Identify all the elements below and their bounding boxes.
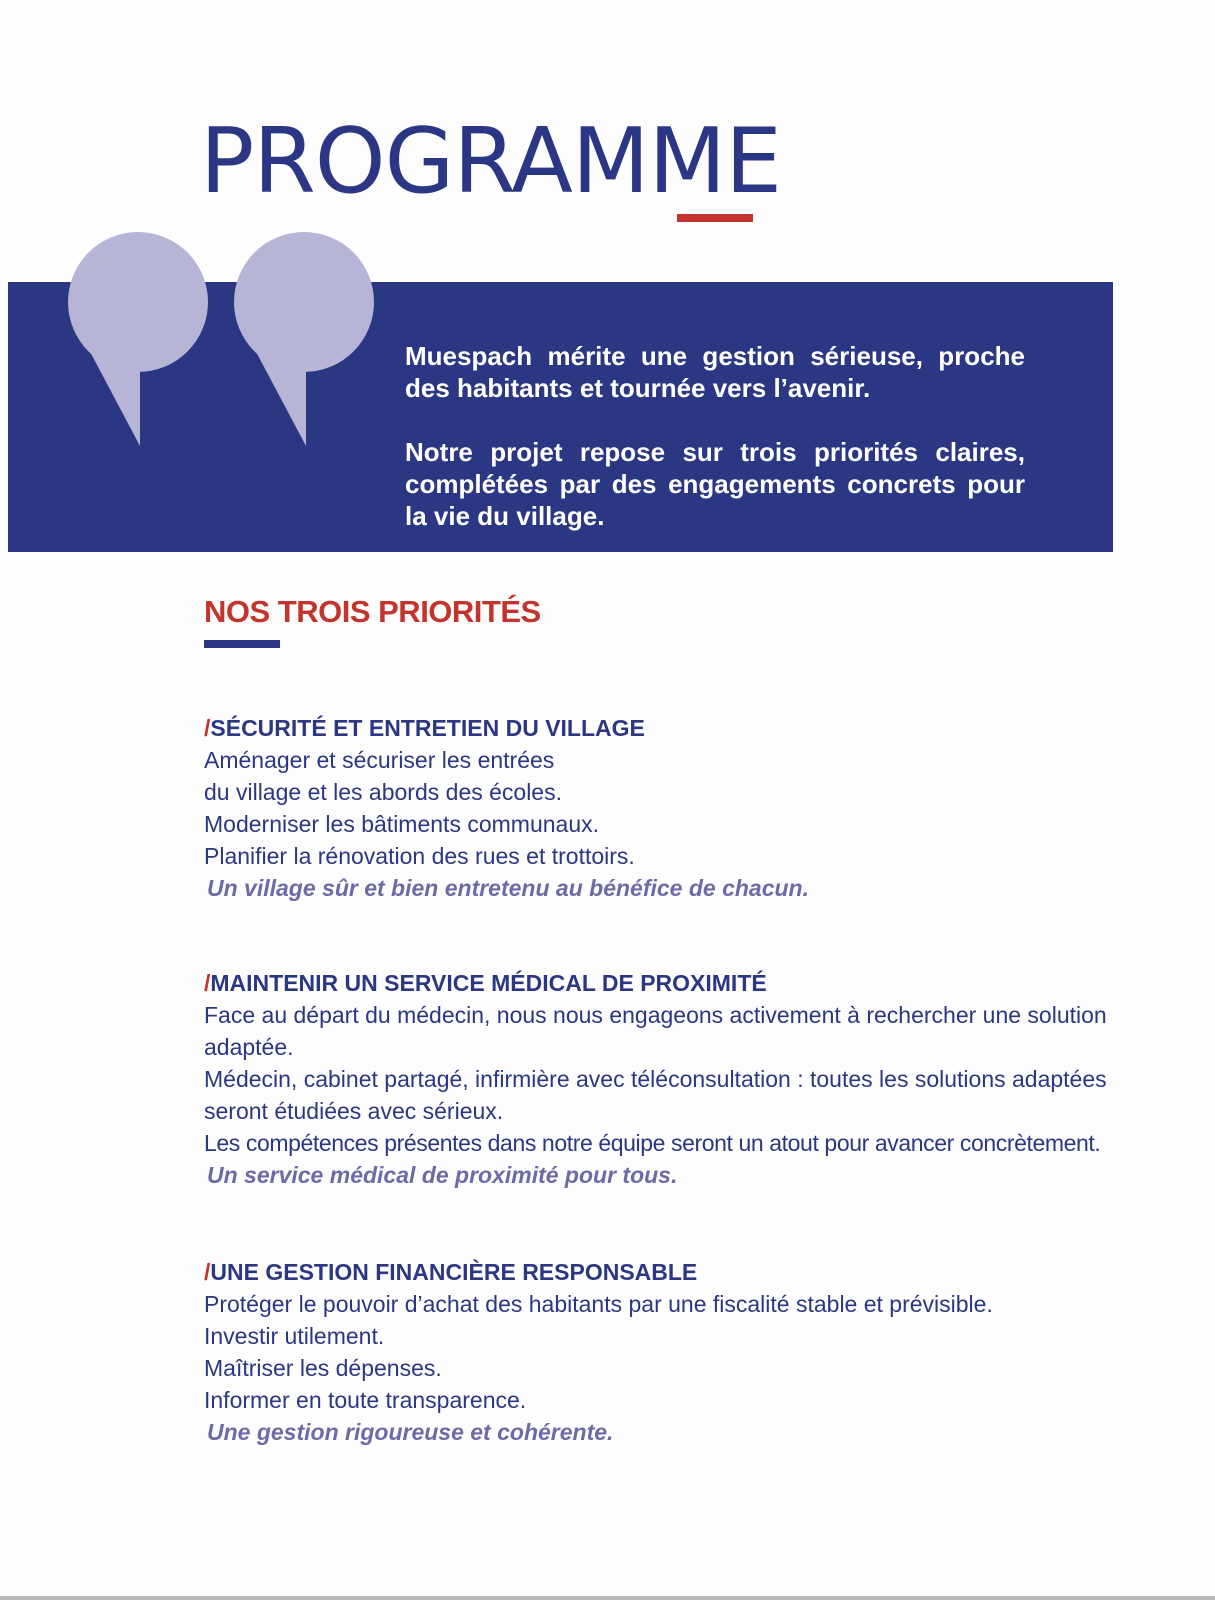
intro-text [405,340,1025,564]
priority-title: MAINTENIR UN SERVICE MÉDICAL DE PROXIMITÉ [210,970,767,996]
priority-line: Maîtriser les dépenses. [204,1355,442,1381]
priority-line: Planifier la rénovation des rues et trottoirs. [204,843,635,869]
priority-heading [204,967,1124,999]
priority-line: du village et les abords des écoles. [204,779,562,805]
slash-mark: / [204,715,211,741]
priority-heading [204,1256,1124,1288]
priority-medical [204,967,1124,1191]
priority-line: Les compétences présentes dans notre équipe seront un atout pour avancer concrètement. [204,1130,1101,1156]
quote-marks-icon [68,232,378,450]
priority-line: Protéger le pouvoir d’achat des habitants par une fiscalité stable et prévisible. [204,1291,993,1317]
priority-tagline: Un service médical de proximité pour tous. [207,1162,678,1188]
page-bottom-edge [0,1596,1215,1600]
priority-line: Informer en toute transparence. [204,1387,527,1413]
slash-mark: / [204,970,211,996]
priority-title: UNE GESTION FINANCIÈRE RESPONSABLE [210,1259,698,1285]
section-title: NOS TROIS PRIORITÉS [204,594,541,629]
intro-paragraph: Muespach mérite une gestion sérieuse, proche des habitants et tournée vers l’avenir. [405,341,1025,403]
slash-mark: / [204,1259,211,1285]
priority-finance [204,1256,1124,1448]
priority-security [204,712,1124,904]
section-underline [204,640,280,648]
priority-tagline: Une gestion rigoureuse et cohérente. [207,1419,614,1445]
title-underline [677,214,753,222]
intro-paragraph: Notre projet repose sur trois priorités claires, complétées par des engagements concrets pour la vie du village. [405,437,1025,531]
page-title: PROGRAMME [200,109,782,214]
priority-tagline: Un village sûr et bien entretenu au bénéfice de chacun. [207,875,809,901]
priority-line: Face au départ du médecin, nous nous engageons activement à rechercher une solution adaptée. [204,1002,1107,1060]
priority-line: Investir utilement. [204,1323,385,1349]
priority-line: Médecin, cabinet partagé, infirmière avec téléconsultation : toutes les solutions adaptées seront étudiées avec sérieux. [204,1066,1107,1124]
priority-title: SÉCURITÉ ET ENTRETIEN DU VILLAGE [210,715,645,741]
priority-line: Aménager et sécuriser les entrées [204,747,555,773]
priority-line: Moderniser les bâtiments communaux. [204,811,599,837]
priority-heading [204,712,1124,744]
